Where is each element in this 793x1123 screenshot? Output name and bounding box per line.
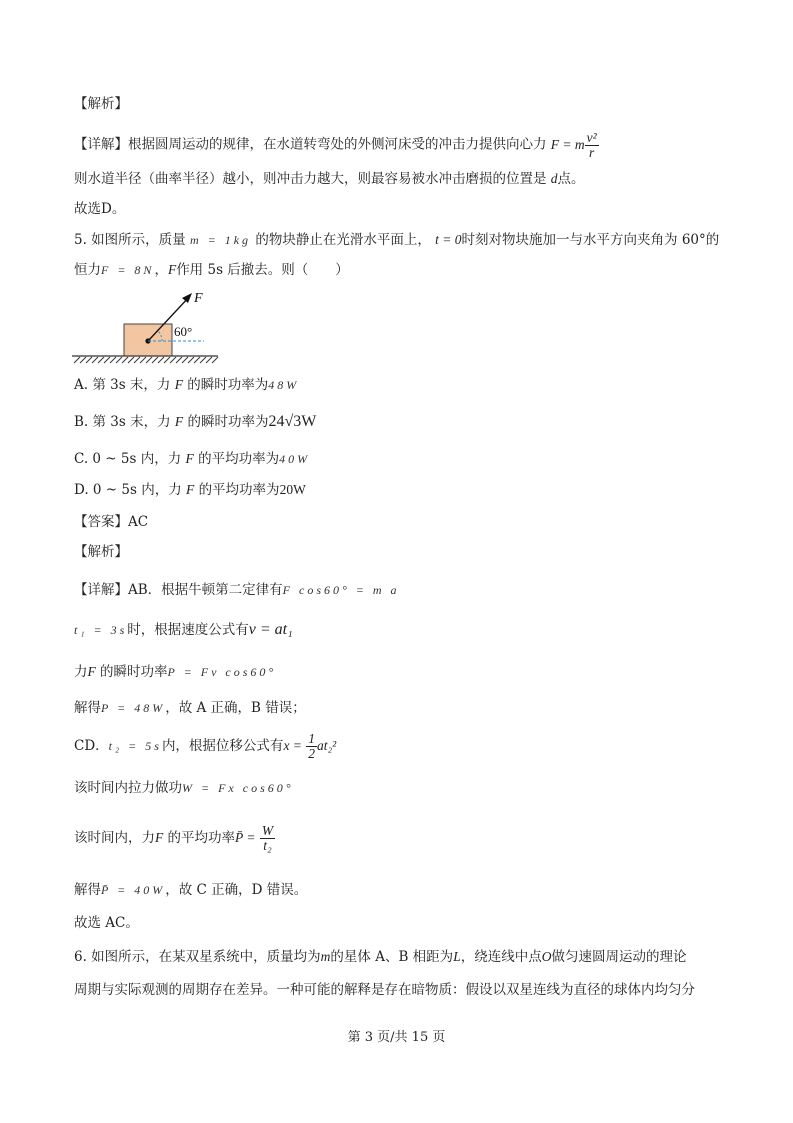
solution-line-8: 解得P̄ = 40W，故 C 正确，D 错误。 xyxy=(74,882,308,898)
question-6-line-1: 6. 如图所示，在某双星系统中，质量均为m的星体 A、B 相距为L，绕连线中点O做匀速圆周运动的理论 xyxy=(74,949,687,965)
angle-label: 60° xyxy=(174,324,193,339)
question-5-line-1: 5. 如图所示，质量 m = 1kg 的物块静止在光滑水平面上， t = 0时刻对物块施加一与水平方向夹角为 60°的 xyxy=(74,232,720,248)
ground-hatching xyxy=(74,357,218,363)
block-force-figure xyxy=(72,286,222,366)
solution-line-7: 该时间内，力F 的平均功率P̄ = $\frac{W}{\text{t₂}}$ xyxy=(74,823,274,853)
force-label: F xyxy=(194,291,203,306)
option-d: D. 0 ~ 5s 内，力 F 的平均功率为20W xyxy=(74,482,306,498)
arrow-head xyxy=(182,293,192,303)
question-6-line-2: 周期与实际观测的周期存在差异。一种可能的解释是存在暗物质：假设以双星连线为直径的球体内均匀分 xyxy=(74,982,695,998)
solution-line-4: 解得P = 48W，故 A 正确，B 错误； xyxy=(74,700,306,716)
fraction-w-t2: $\frac{W}{\text{t₂}}$ xyxy=(261,823,274,853)
page-footer: 第 3 页/共 15 页 xyxy=(347,1030,446,1045)
fraction-v2-r: $\frac{\text{v²}}{r}$ xyxy=(586,130,597,160)
choice-line-d: 故选D。 xyxy=(74,201,126,217)
solution-line-5: CD．t₂ = 5s内，根据位移公式有x = $\frac{1}{2}$ at₂² xyxy=(74,731,337,761)
solution-line-6: 该时间内拉力做功W = Fx cos60° xyxy=(74,780,294,796)
force-diagram xyxy=(72,286,222,370)
option-c: C. 0 ~ 5s 内，力 F 的平均功率为40W xyxy=(74,451,311,467)
centripetal-formula: F = m $\frac{\text{v²}}{r}$ xyxy=(550,130,597,160)
solution-line-9: 故选 AC。 xyxy=(74,915,139,931)
option-b: B. 第 3s 末，力 F 的瞬时功率为24√3W xyxy=(74,413,317,430)
solution-line-3: 力F 的瞬时功率P = Fv cos60° xyxy=(74,664,277,680)
question-5-line-2: 恒力F = 8N，F作用 5s 后撤去。则（ ） xyxy=(74,262,349,278)
analysis-heading-1: 【解析】 xyxy=(74,96,128,112)
answer-line: 【答案】AC xyxy=(74,514,149,530)
fraction-half: $\frac{1}{2}$ xyxy=(308,731,315,761)
solution-line-1: 【详解】AB．根据牛顿第二定律有F cos60° = m a xyxy=(74,582,400,598)
detail-line-2: 则水道半径（曲率半径）越小，则冲击力越大，则最容易被水冲击磨损的位置是 d点。 xyxy=(74,171,585,187)
option-a: A. 第 3s 末，力 F 的瞬时功率为48W xyxy=(74,377,300,393)
solution-line-2: t₁ = 3s时，根据速度公式有v = at₁ xyxy=(74,621,293,638)
detail-line-1: 【详解】根据圆周运动的规律，在水道转弯处的外侧河床受的冲击力提供向心力 F = m $\frac{\text{v²}}{r}$ xyxy=(74,130,597,160)
analysis-heading-2: 【解析】 xyxy=(74,544,128,560)
